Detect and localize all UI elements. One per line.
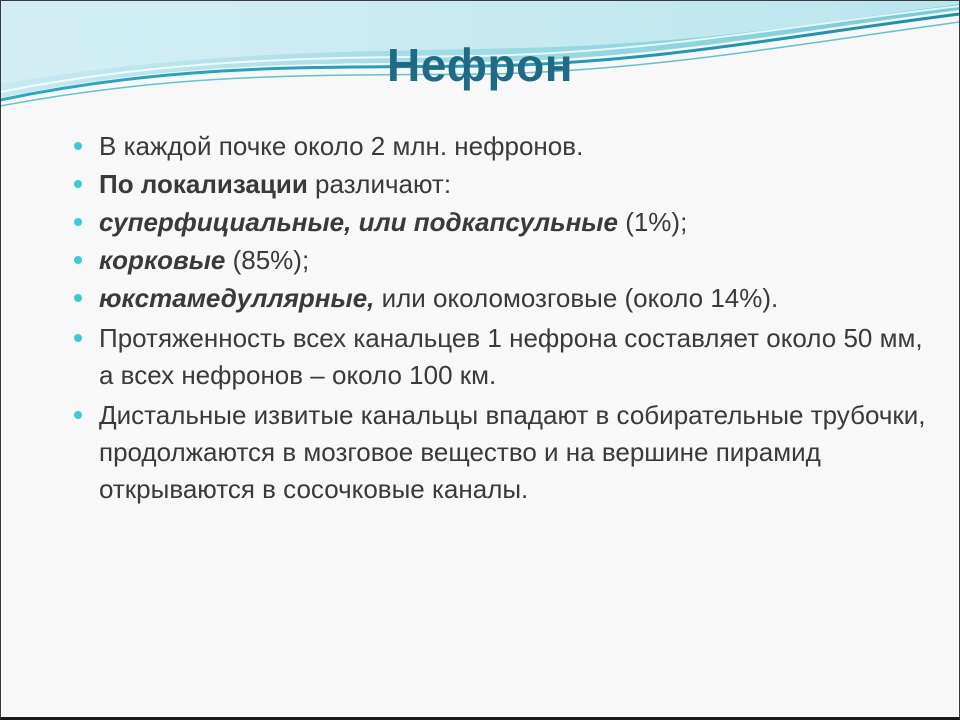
bullet-dot-icon: [74, 142, 82, 150]
bullet-dot-icon: [74, 411, 82, 419]
bullet-text: различают:: [307, 169, 452, 199]
bullet-text: (1%);: [617, 207, 688, 237]
bullet-item: [72, 320, 932, 394]
slide-title: Нефрон: [386, 39, 574, 91]
bullet-strong-text: По локализации: [99, 169, 308, 199]
bullet-item: [72, 280, 932, 317]
bullet-item: [72, 166, 932, 203]
bullet-item: [72, 128, 932, 165]
bullet-list: [72, 128, 932, 509]
bullet-item: [72, 242, 932, 279]
bullet-emphasis-text: корковые: [99, 245, 226, 275]
bullet-emphasis-text: юкстамедуллярные,: [99, 283, 375, 313]
bullet-item: [72, 204, 932, 241]
bullet-dot-icon: [74, 256, 82, 264]
bullet-dot-icon: [74, 218, 82, 226]
bullet-dot-icon: [74, 334, 82, 342]
bullet-dot-icon: [74, 180, 82, 188]
bullet-emphasis-text: суперфициальные, или подкапсульные: [99, 207, 618, 237]
bullet-text: В каждой почке около 2 млн. нефронов.: [99, 131, 584, 161]
bullet-text: (85%);: [225, 245, 310, 275]
bullet-text: Дистальные извитые канальцы впадают в собирательные трубочки, продолжаются в мозговое вещество и на вершине пирамид открываются в сосочковые каналы.: [99, 400, 926, 504]
bullet-text: или околомозговые (около 14%).: [374, 283, 779, 313]
bullet-dot-icon: [74, 294, 82, 302]
bullet-item: [72, 397, 932, 508]
bullet-text: Протяженность всех канальцев 1 нефрона составляет около 50 мм, а всех нефронов – около 100 км.: [99, 323, 923, 390]
